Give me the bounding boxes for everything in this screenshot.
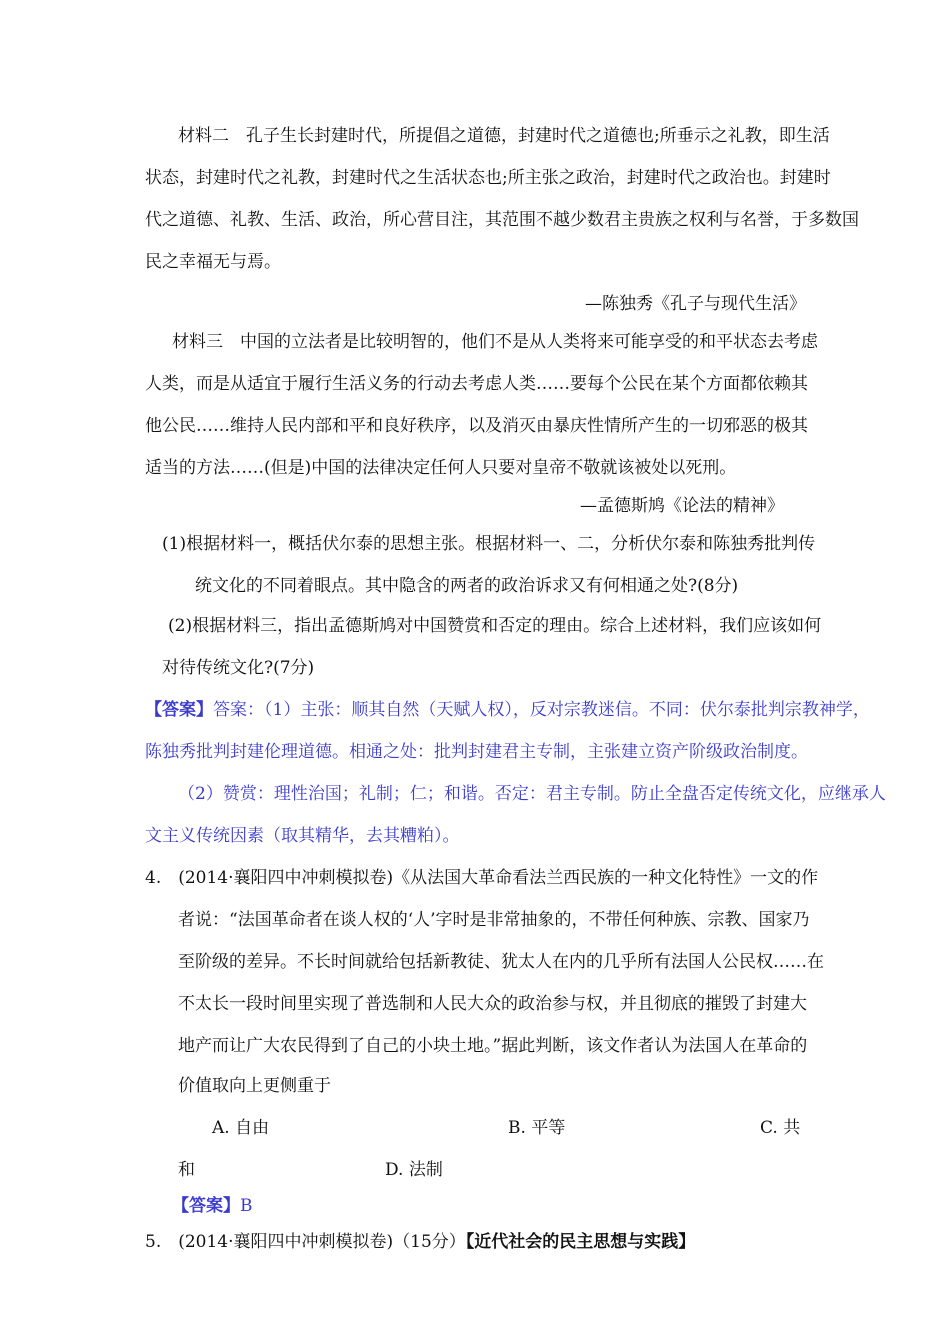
- question-5-topic: 【近代社会的民主思想与实践】: [465, 1232, 696, 1252]
- option-c-part-1: C. 共: [760, 1118, 801, 1138]
- answer-4-tag: 【答案】: [172, 1196, 240, 1216]
- answer-3-line-4: 文主义传统因素（取其精华，去其糟粕）。: [145, 826, 460, 846]
- material2-line-4: 民之幸福无与焉。: [145, 252, 281, 272]
- material3-line-4: 适当的方法……(但是)中国的法律决定任何人只要对皇帝不敬就该被处以死刑。: [145, 458, 737, 478]
- answer-3-line-1: [145, 698, 870, 722]
- material3-source: —孟德斯鸠《论法的精神》: [580, 496, 784, 516]
- answer-4: [172, 1194, 253, 1218]
- question-4-line-5: 地产而让广大农民得到了自己的小块土地。”据此判断，该文作者认为法国人在革命的: [178, 1036, 808, 1056]
- question-1-line-1: (1)根据材料一，概括伏尔泰的思想主张。根据材料一、二，分析伏尔泰和陈独秀批判传: [162, 534, 816, 554]
- material3-line-1: 材料三 中国的立法者是比较明智的，他们不是从人类将来可能享受的和平状态去考虑: [172, 332, 818, 352]
- question-5-line: [145, 1230, 695, 1254]
- material2-line-3: 代之道德、礼教、生活、政治，所心营目注，其范围不越少数君主贵族之权利与名誉，于多数国: [145, 210, 859, 230]
- question-5-prefix: 5. (2014·襄阳四中冲刺模拟卷)（15分）: [145, 1232, 466, 1252]
- answer-3-line-2: 陈独秀批判封建伦理道德。相通之处：批判封建君主专制，主张建立资产阶级政治制度。: [145, 742, 808, 762]
- question-4-line-3: 至阶级的差异。不长时间就给包括新教徒、犹太人在内的几乎所有法国人公民权……在: [178, 952, 824, 972]
- option-d: D. 法制: [385, 1160, 443, 1180]
- question-1-line-2: 统文化的不同着眼点。其中隐含的两者的政治诉求又有何相通之处?(8分): [195, 576, 739, 596]
- question-2-line-1: (2)根据材料三，指出孟德斯鸠对中国赞赏和否定的理由。综合上述材料，我们应该如何: [168, 616, 822, 636]
- option-b: B. 平等: [508, 1118, 566, 1138]
- answer-3-line-3: （2）赞赏：理性治国；礼制；仁；和谐。否定：君主专制。防止全盘否定传统文化，应继承人: [178, 784, 886, 804]
- question-4-line-4: 不太长一段时间里实现了普选制和人民大众的政治参与权，并且彻底的摧毁了封建大: [178, 994, 807, 1014]
- question-2-line-2: 对待传统文化?(7分): [162, 658, 315, 678]
- question-4-line-1: 4. (2014·襄阳四中冲刺模拟卷)《从法国大革命看法兰西民族的一种文化特性》一文的作: [145, 868, 819, 888]
- question-4-line-2: 者说：“法国革命者在谈人权的‘人’字时是非常抽象的，不带任何种族、宗教、国家乃: [178, 910, 810, 930]
- answer-tag: 【答案】: [145, 700, 213, 720]
- answer-3-text-1: 答案：（1）主张：顺其自然（天赋人权），反对宗教迷信。不同：伏尔泰批判宗教神学，: [213, 700, 870, 720]
- material2-source: —陈独秀《孔子与现代生活》: [585, 294, 806, 314]
- option-a: A. 自由: [212, 1118, 270, 1138]
- question-4-line-6: 价值取向上更侧重于: [178, 1076, 331, 1096]
- material3-line-3: 他公民……维持人民内部和平和良好秩序，以及消灭由暴庆性情所产生的一切邪恶的极其: [145, 416, 808, 436]
- answer-4-value: B: [240, 1196, 253, 1216]
- material3-line-2: 人类，而是从适宜于履行生活义务的行动去考虑人类……要每个公民在某个方面都依赖其: [145, 374, 808, 394]
- material2-line-2: 状态，封建时代之礼教，封建时代之生活状态也;所主张之政治，封建时代之政治也。封建时: [145, 168, 831, 188]
- option-c-part-2: 和: [178, 1160, 195, 1180]
- material2-line-1: 材料二 孔子生长封建时代，所提倡之道德，封建时代之道德也;所垂示之礼教，即生活: [178, 126, 830, 146]
